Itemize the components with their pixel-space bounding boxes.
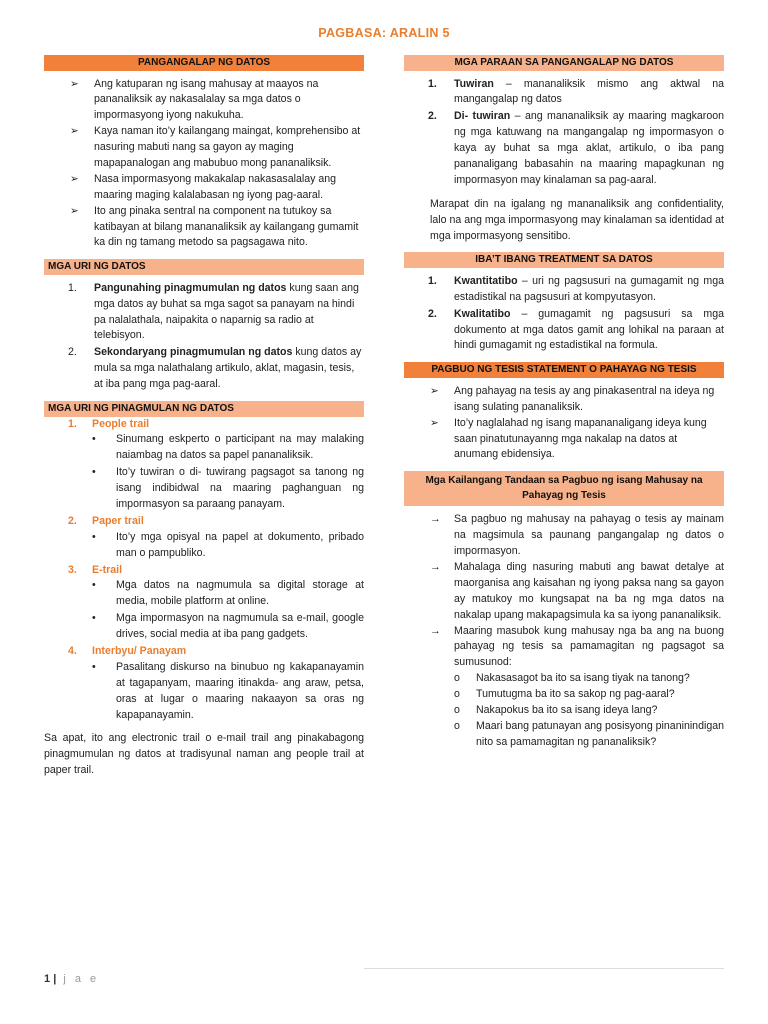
right-column — [404, 55, 724, 759]
circle-bullet-icon: o — [454, 704, 460, 716]
circle-bullet-icon: o — [454, 688, 460, 701]
list-item: 1. Kwantitatibo – uri ng pagsusuri na gumagamit ng mga estadistikal na pagsusuri at kompyutasyon. — [428, 274, 724, 303]
right-arrow-icon: → — [430, 560, 441, 573]
arrow-bullet-icon: ➢ — [70, 172, 79, 185]
footer-divider — [364, 968, 724, 969]
section-header: IBA’T IBANG TREATMENT SA DATOS — [404, 252, 724, 268]
trail-interbyu: 4. Interbyu/ Panayam — [68, 645, 187, 657]
list-item: ➢ Kaya naman ito’y kailangang maingat, komprehensibo at nasuring mabuti nang sa gayon ay maging mapapanalogan ang mabubuo mong pananaliksik. — [70, 125, 361, 169]
section-header: MGA URI NG DATOS — [44, 259, 364, 275]
left-column — [44, 55, 364, 787]
arrow-bullet-icon: ➢ — [70, 77, 79, 90]
bullet-list — [44, 578, 364, 643]
section-paraan — [404, 55, 724, 244]
section-treatment — [404, 252, 724, 354]
bullet-icon: • — [92, 433, 96, 446]
page-footer — [44, 971, 99, 988]
bullet-list — [44, 530, 364, 562]
bullet-icon: • — [92, 530, 96, 543]
section-uri-ng-datos — [44, 259, 364, 393]
footer-initials: j a e — [63, 973, 100, 985]
list-item: → Mahalaga ding nasuring mabuti ang bawat detalye at maorganisa ang kaisahan ng iyong paksa nang sa gayon ay matukoy mo kungsapat na ba ng mga datos na nakalap upang makapagsimula ka sa iyong pananaliksik. — [430, 560, 724, 621]
list-item: ➢ Ang katuparan ng isang mahusay at maayos na pananaliksik ay nakasalalay sa mga datos o impormasyong iyong nakukuha. — [70, 77, 319, 122]
closing-paragraph: Sa apat, ito ang electronic trail o e-mail trail ang pinakabagong pinagmumulan ng datos at tradisyunal naman ang people trail at paper trail. — [44, 732, 364, 777]
list-item: 1. Pangunahing pinagmumulan ng datos kung saan ang mga datos ay buhat sa mga sagot sa panayam na hindi pa nalalathala, naipakita o naparnig sa radio at telebisyon. — [68, 281, 359, 342]
list-item: ➢ Nasa impormasyong makakalap nakasasalalay ang maaring maging kalalabasan ng iyong pag-aaral. — [70, 172, 337, 201]
question-list — [404, 671, 724, 750]
footer-separator: | — [53, 973, 57, 985]
list-item: 1. Tuwiran – mananaliksik mismo ang aktwal na mangangalap ng datos — [428, 77, 724, 106]
trail-e: 3. E-trail — [68, 563, 123, 576]
numbered-list — [44, 281, 364, 393]
bullet-icon: • — [92, 579, 96, 592]
right-arrow-icon: → — [430, 624, 441, 637]
circle-bullet-icon: o — [454, 719, 460, 732]
right-arrow-icon: → — [430, 513, 441, 526]
list-item: • Ito’y tuwiran o di- tuwirang pagsagot sa tanong ng isang indibidwal na maaring paghanguan ng impormasyon sa paraang panayam. — [92, 466, 364, 510]
section-header: PAGBUO NG TESIS STATEMENT O PAHAYAG NG TESIS — [404, 362, 724, 378]
list-item: o Maari bang patunayan ang posisyong pinaninindigan nito sa pamamagitan ng pananaliksik? — [454, 719, 724, 748]
list-item: • Mga datos na nagmumula sa digital storage at media, mobile platform at online. — [92, 579, 364, 608]
bullet-icon: • — [92, 660, 96, 673]
section-header: PANGANGALAP NG DATOS — [44, 55, 364, 71]
section-pinagmulan — [44, 401, 364, 779]
list-item: ➢ Ang pahayag na tesis ay ang pinakasentral na ideya ng isang sulating pananaliksik. — [430, 384, 715, 413]
section-header: MGA URI NG PINAGMULAN NG DATOS — [44, 401, 364, 417]
bullet-icon: • — [92, 612, 96, 625]
bullet-list — [44, 660, 364, 724]
arrow-bullet-icon: ➢ — [70, 204, 79, 217]
section-tesis-statement — [404, 362, 724, 463]
arrow-list — [404, 512, 724, 671]
list-item: • Sinumang eskperto o participant na may malaking naiambag na datos sa papel pananaliksik. — [92, 433, 364, 462]
list-item: o Nakapokus ba ito sa isang ideya lang? — [476, 703, 724, 719]
list-item: → Maaring masubok kung mahusay nga ba ang na buong pahayag ng tesis sa pamamagitan ng pagsagot sa sumusunod: — [430, 624, 724, 669]
section-kailangang-tandaan — [404, 471, 724, 750]
list-item: • Pasalitang diskurso na binubuo ng kakapanayamin at tagapanyam, maaring itinakda- ang araw, petsa, oras at lugar o maaring nakaayon sa oras ng kapapanayamin. — [92, 660, 364, 721]
list-item: → Sa pagbuo ng mahusay na pahayag o tesis ay mainam na magsimula sa paunang pangangalap ng datos o impormasyon. — [430, 513, 724, 558]
list-item: o Tumutugma ba ito sa sakop ng pag-aaral? — [476, 687, 724, 703]
section-pangangalap — [44, 55, 364, 251]
list-item: 2. Sekondaryang pinagmumulan ng datos kung datos ay mula sa mga nalathalang artikulo, aklat, magasin, tesis, at iba pang mga pag-aaral. — [68, 346, 362, 391]
section-header: Mga Kailangang Tandaan sa Pagbuo ng isang Mahusay na Pahayag ng Tesis — [404, 471, 724, 506]
list-item: 2. Di- tuwiran – ang mananaliksik ay maaring magkaroon ng mga katuwang na mangangalap ng impormasyon o kaya ay buhat sa mga aklat, artikulo, o iba pang pananaligang babasahin na maaring mapagkunan ng impormasyon may kinalaman sa pag-aaral. — [428, 110, 724, 186]
bullet-icon: • — [92, 466, 96, 479]
arrow-bullet-icon: ➢ — [70, 125, 79, 138]
arrow-list — [404, 384, 724, 463]
list-item: • Ito’y mga opisyal na papel at dokumento, pribado man o pampubliko. — [92, 530, 364, 559]
confidentiality-paragraph: Marapat din na igalang ng mananaliksik ang confidentiality, lalo na ang mga impormasyong may kinalaman sa identidad at mga impormasyong sensitibo. — [430, 197, 724, 242]
list-item: o Nakasasagot ba ito sa isang tiyak na tanong? — [476, 671, 724, 687]
section-header: MGA PARAAN SA PANGANGALAP NG DATOS — [404, 55, 724, 71]
page-number: 1 — [44, 973, 51, 985]
list-item: ➢ Ito’y naglalahad ng isang mapananaligang ideya kung saan pinatutunayanng mga nakalap na datos at anumang ebidensiya. — [430, 416, 707, 461]
trail-paper: 2. Paper trail — [68, 514, 144, 527]
bullet-list — [44, 432, 364, 512]
list-item: ➢ Ito ang pinaka sentral na component na tutukoy sa katibayan at bilang mananaliksik ay kailangang gumamit ka din ng tamang metodo sa pagsagawa nito. — [70, 204, 359, 249]
list-item: • Mga impormasyon na nagmumula sa e-mail, google drives, social media at iba pang gadgets. — [92, 612, 364, 641]
arrow-bullet-icon: ➢ — [430, 384, 439, 397]
numbered-list — [404, 274, 724, 354]
numbered-list — [404, 77, 724, 189]
list-item: 2. Kwalitatibo – gumagamit ng pagsusuri sa mga dokumento at mga datos gamit ang lohikal na paraan at hindi gumagamit ng estadistikal na formula. — [428, 307, 724, 352]
trail-people: 1. People trail — [68, 417, 150, 430]
circle-bullet-icon: o — [454, 672, 460, 685]
arrow-bullet-icon: ➢ — [430, 416, 439, 429]
page-title: PAGBASA: ARALIN 5 — [318, 26, 450, 40]
arrow-list — [44, 77, 364, 252]
